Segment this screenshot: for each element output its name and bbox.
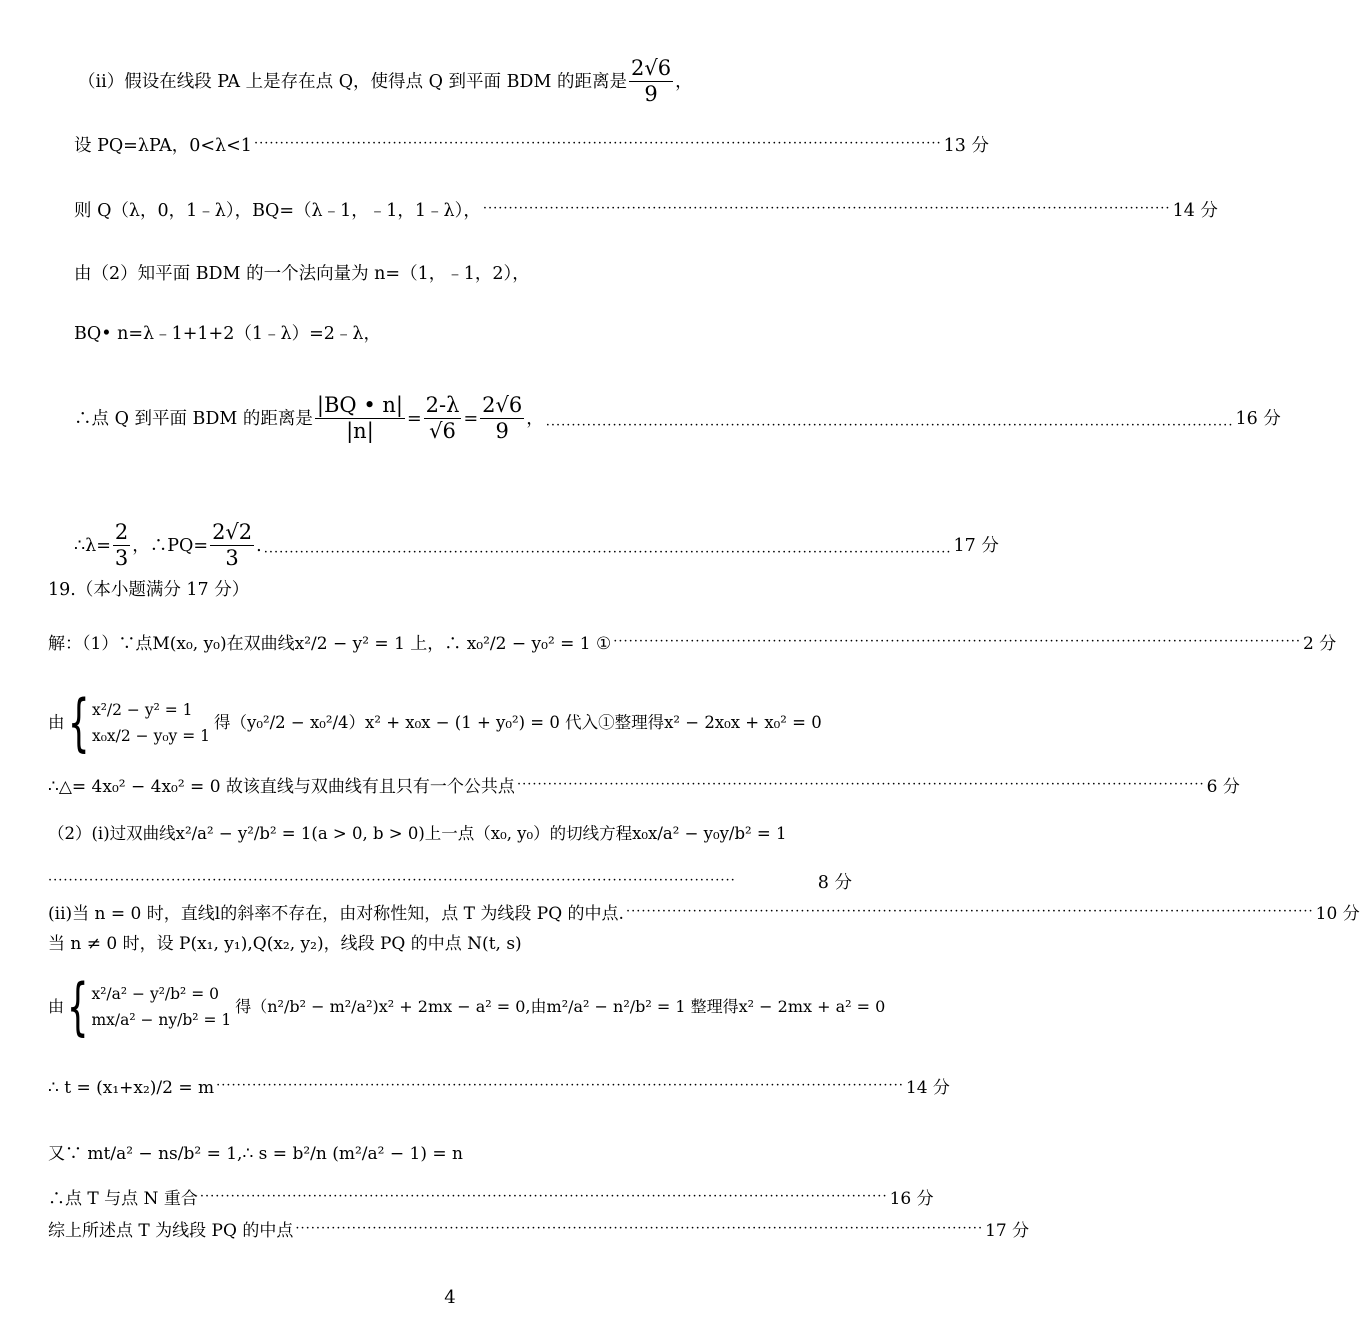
score-label: 14 分: [905, 1078, 950, 1098]
line-distance-formula: ∴点 Q 到平面 BDM 的距离是 $\frac{|BQ • n|}{|n|}$ = $\frac{2-\lambda}{√6}$ = $\frac{2√6}{9}$ ， ······································································································································ 16 分: [48, 395, 852, 442]
line-system-1: [48, 686, 852, 759]
fraction-denominator: 3: [114, 546, 129, 570]
score-label: 16 分: [1235, 408, 1281, 429]
question-19-title: [48, 578, 852, 602]
fraction-target: [480, 395, 524, 442]
line-text: 得（y₀²/2 − x₀²/4）x² + x₀x − (1 + y₀²) = 0 代入①整理得x² − 2x₀x + x₀² = 0: [214, 713, 822, 732]
page-number: 4: [444, 1287, 456, 1308]
line-lambda-result: [48, 520, 999, 570]
line-dot-product: [48, 322, 852, 346]
line-text: ，: [675, 71, 693, 92]
line-text: ，∴PQ=: [132, 535, 209, 556]
fraction-numerator: 2√6: [482, 393, 523, 417]
question-heading: 19.（本小题满分 17 分）: [48, 580, 250, 600]
leader-dots: ······································································································································: [253, 136, 942, 151]
line-text: ，: [526, 408, 544, 429]
line-discriminant: [48, 773, 1240, 801]
line-s-equals-n: [48, 1142, 852, 1166]
line-text: （2）(i)过双曲线x²/a² − y²/b² = 1(a > 0, b > 0)上一点（x₀, y₀）的切线方程x₀x/a² − y₀y/b² = 1: [48, 824, 787, 843]
leader-dots: ······································································································································: [263, 545, 952, 560]
score-label: 6 分: [1206, 777, 1240, 797]
leader-dots: ······································································································································: [295, 1221, 984, 1236]
fraction-denominator: 3: [225, 546, 239, 570]
line-text: 解：（1）∵点M(x₀, y₀)在双曲线x²/2 − y² = 1 上，∴ x₀²/2 − y₀² = 1 ①: [48, 634, 612, 654]
line-conclusion: [48, 1217, 1030, 1245]
leader-dots: ······································································································································: [613, 634, 1301, 649]
line-text: .: [256, 535, 262, 556]
line-t-coincides-n: [48, 1185, 934, 1213]
line-score-8: [48, 869, 852, 897]
line-solution-1: [48, 630, 1337, 658]
line-tangent-equation: [48, 822, 852, 846]
line-text: 由: [48, 997, 65, 1016]
line-text: 由: [48, 713, 65, 732]
line-case-n-nonzero: [48, 932, 852, 956]
line-normal-vector: [48, 262, 852, 286]
fraction-numerator: |BQ • n|: [316, 393, 403, 417]
line-system-2: [48, 970, 886, 1043]
line-text: ∴△= 4x₀² − 4x₀² = 0 故该直线与双曲线有且只有一个公共点: [48, 777, 515, 797]
score-label: 17 分: [953, 535, 999, 556]
line-text: 由（2）知平面 BDM 的一个法向量为 n=（1，﹣1，2），: [74, 264, 530, 284]
leader-dots: ······································································································································: [48, 873, 736, 888]
score-label: 2 分: [1303, 634, 1337, 654]
fraction-denominator: 9: [495, 419, 509, 443]
fraction-simplified: [424, 395, 462, 442]
line-set-pq-lambda: [48, 132, 990, 160]
line-text: (ii)当 n = 0 时，直线l的斜率不存在，由对称性知，点 T 为线段 PQ 的中点.: [48, 904, 624, 924]
fraction-denominator: |n|: [346, 419, 374, 443]
fraction-distance: [629, 58, 673, 105]
leader-dots: ······································································································································: [625, 904, 1314, 919]
leader-dots: ······································································································································: [545, 418, 1234, 433]
score-label: 8 分: [817, 873, 852, 893]
line-q-coordinates: [48, 197, 1218, 225]
equation-system: { x²/a² − y²/b² = 0 mx/a² − ny/b² = 1: [66, 970, 232, 1043]
leader-dots: ······································································································································: [216, 1078, 904, 1093]
fraction-denominator: 9: [644, 82, 658, 106]
fraction-numerator: 2√6: [630, 56, 672, 80]
fraction-denominator: √6: [429, 419, 456, 443]
fraction-lambda: [113, 522, 130, 569]
line-text: ∴λ=: [74, 535, 111, 556]
score-label: 17 分: [985, 1221, 1030, 1241]
fraction-numerator: 2-λ: [425, 393, 460, 417]
score-label: 10 分: [1315, 904, 1360, 924]
line-case-n-zero: [48, 900, 1360, 928]
line-text: 当 n ≠ 0 时，设 P(x₁, y₁),Q(x₂, y₂)，线段 PQ 的中点 N(t, s): [48, 934, 522, 954]
fraction-pq: [210, 522, 254, 569]
line-text: ∴点 T 与点 N 重合: [48, 1189, 198, 1209]
system-row: x²/a² − y²/b² = 0: [91, 985, 219, 1003]
line-text: 设 PQ=λPA，0<λ<1: [74, 136, 252, 156]
line-text: ∴ t = (x₁+x₂)/2 = m: [48, 1078, 215, 1098]
line-text: 综上所述点 T 为线段 PQ 的中点: [48, 1221, 294, 1241]
line-text: 则 Q（λ，0，1﹣λ），BQ=（λ﹣1，﹣1，1﹣λ），: [74, 201, 481, 221]
line-text: 得（n²/b² − m²/a²)x² + 2mx − a² = 0,由m²/a² − n²/b² = 1 整理得x² − 2mx + a² = 0: [235, 997, 886, 1016]
system-row: x₀x/2 − y₀y = 1: [91, 727, 211, 745]
line-text: BQ• n=λ﹣1+1+2（1﹣λ）=2﹣λ，: [74, 324, 381, 344]
equation-system: { x²/2 − y² = 1 x₀x/2 − y₀y = 1: [67, 686, 211, 759]
line-text: （ii）假设在线段 PA 上是存在点 Q，使得点 Q 到平面 BDM 的距离是: [78, 71, 627, 92]
system-row: mx/a² − ny/b² = 1: [91, 1011, 232, 1029]
leader-dots: ······································································································································: [516, 777, 1205, 792]
line-t-equals-m: [48, 1074, 950, 1102]
fraction-numerator: 2√2: [212, 520, 253, 544]
fraction-projection: [315, 395, 405, 442]
leader-dots: ······································································································································: [199, 1189, 888, 1204]
system-row: x²/2 − y² = 1: [91, 701, 193, 719]
score-label: 14 分: [1172, 201, 1218, 221]
score-label: 16 分: [889, 1189, 934, 1209]
line-text: 又∵ mt/a² − ns/b² = 1,∴ s = b²/n (m²/a² − 1) = n: [48, 1144, 463, 1164]
leader-dots: ······································································································································: [482, 201, 1171, 216]
score-label: 13 分: [943, 136, 990, 156]
line-text: ∴点 Q 到平面 BDM 的距离是: [74, 408, 313, 429]
fraction-numerator: 2: [114, 520, 129, 544]
line-assume-point-q: [48, 58, 852, 105]
